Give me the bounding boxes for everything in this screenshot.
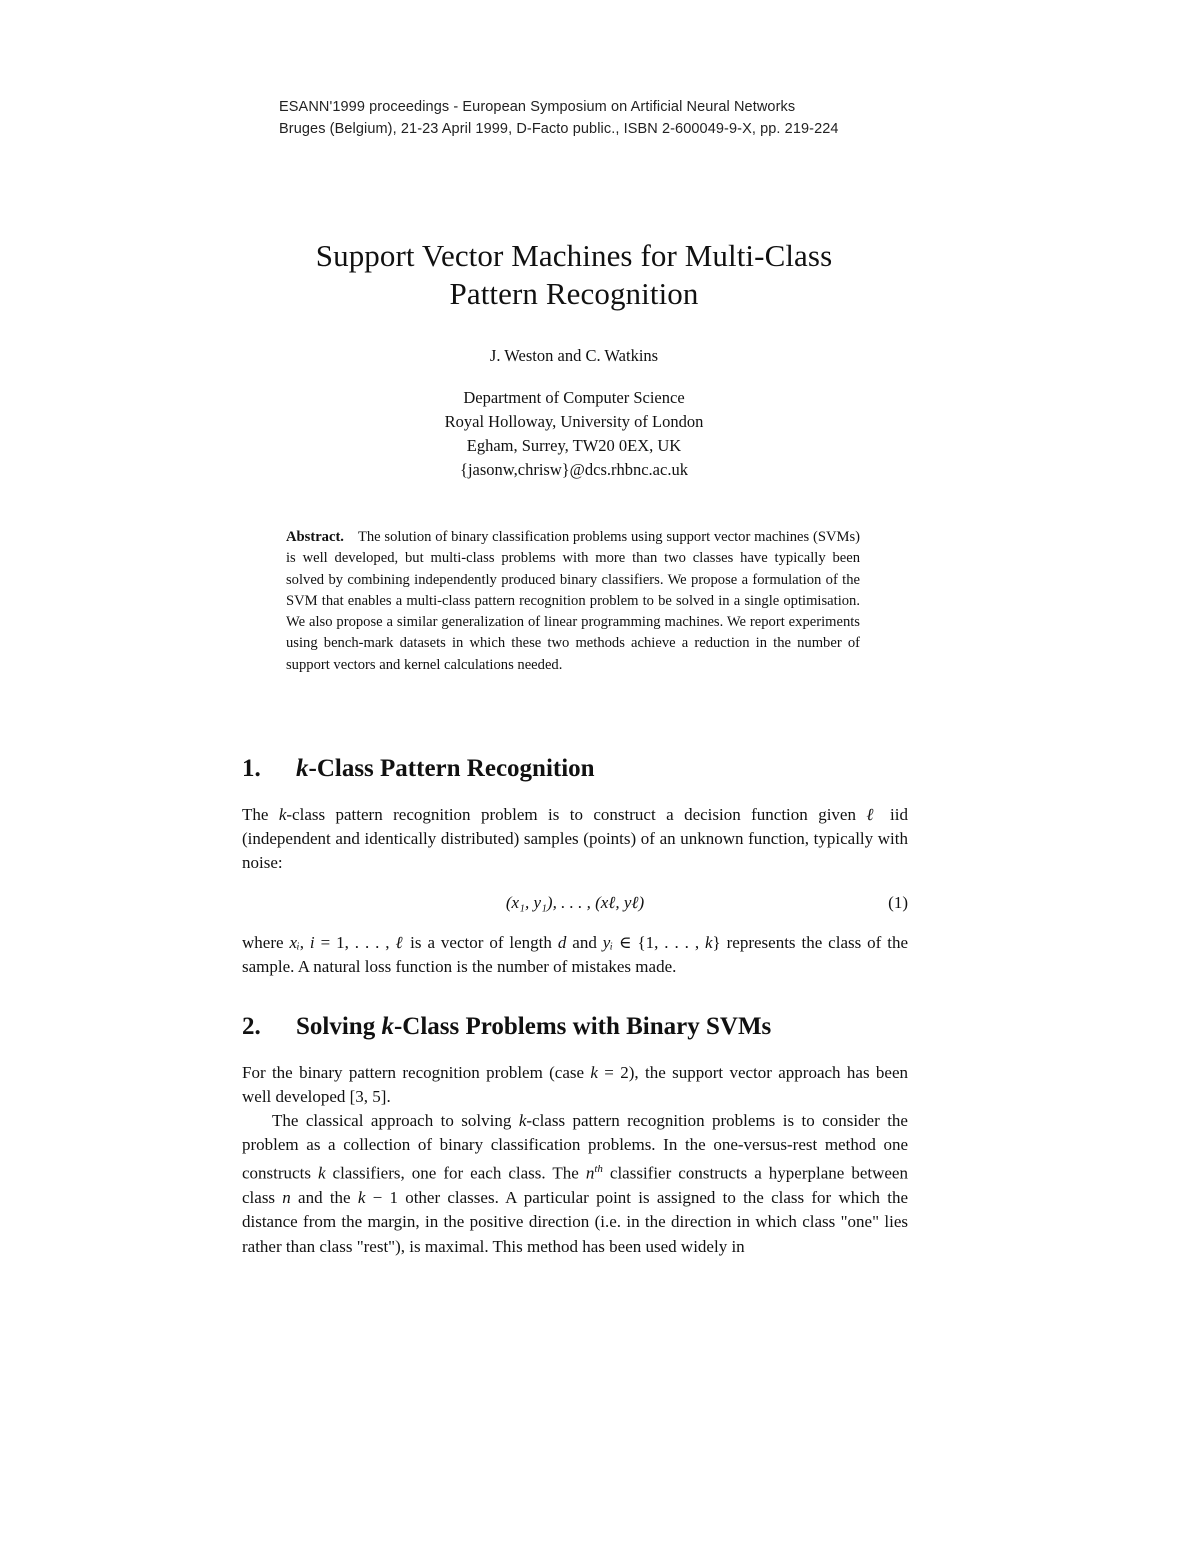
text-run: and the [290, 1188, 358, 1208]
math-variable: d [557, 933, 567, 952]
text-run: − 1 other classes. A particular point is assigned to the class for which the distance from the margin, in the positive direction (i.e. in the direction in which class "one" lies rather than class "rest"), is maximal. This method has been used widely in [242, 1188, 908, 1256]
text-run: and [566, 933, 603, 952]
section-1-paragraph-1 [242, 803, 908, 876]
math-variable: k [278, 805, 287, 824]
text-run: , [299, 933, 310, 952]
math-variable: i [309, 933, 315, 952]
text-run: -class pattern recognition problems is to consider the problem as a collection of binary classification problems. In the one-versus-rest method one constructs [242, 1111, 908, 1184]
abstract-text: The solution of binary classification problems using support vector machines (SVMs) is well developed, but multi-class problems with more than two classes have typically been solved by combining independently produced binary classifiers. We propose a formulation of the SVM that enables a multi-class pattern recognition problem to be solved in a single optimisation. We also propose a similar generalization of linear programming machines. We report experiments using bench-mark datasets in which these two methods achieve a reduction in the number of support vectors and kernel calculations needed. [286, 529, 860, 673]
math-variable: xᵢ [289, 933, 300, 952]
text-run: } represents the class of the sample. A natural loss function is the number of mistakes made. [242, 933, 909, 977]
section-2-paragraph-1 [242, 1061, 908, 1109]
superscript: th [594, 1163, 603, 1176]
paper-title-line-2: Pattern Recognition [449, 276, 699, 311]
abstract [286, 527, 860, 676]
text-run: = 1, . . . , [314, 933, 396, 952]
equation-1 [242, 891, 908, 915]
running-head-line-2: Bruges (Belgium), 21-23 April 1999, D-Facto public., ISBN 2-600049-9-X, pp. 219-224 [279, 121, 839, 137]
text-run: = 2), the support vector approach has been well developed [3, 5]. [242, 1063, 908, 1107]
equation-1-number: (1) [888, 893, 908, 912]
section-2-title-text: -Class Problems with Binary SVMs [393, 1013, 772, 1040]
text-run: is a vector of length [404, 933, 558, 952]
text-run: classifier constructs a hyperplane between class [242, 1164, 908, 1208]
text-run: where [242, 933, 290, 952]
affiliation-email: {jasonw,chrisw}@dcs.rhbnc.ac.uk [460, 460, 688, 479]
section-1-heading [242, 754, 910, 784]
text-run: classifiers, one for each class. The [325, 1164, 586, 1184]
equation-1-body: (x₁, y₁), . . . , (xℓ, yℓ) [505, 893, 645, 912]
section-2-title-prefix: Solving [296, 1013, 382, 1040]
section-2-heading [242, 1012, 910, 1042]
section-2-paragraph-2 [242, 1109, 908, 1259]
math-variable: ℓ [395, 933, 405, 952]
text-run: The [242, 805, 279, 824]
section-1-title-text: -Class Pattern Recognition [308, 755, 595, 782]
running-head [279, 96, 959, 140]
section-2-number: 2. [242, 1013, 261, 1040]
affiliation [240, 386, 908, 482]
running-head-line-1: ESANN'1999 proceedings - European Symposium on Artificial Neural Networks [279, 99, 796, 115]
math-variable: yᵢ [602, 933, 613, 952]
text-run: ∈ {1, . . . , [613, 933, 705, 952]
affiliation-institution: Royal Holloway, University of London [444, 412, 704, 431]
math-variable: n [282, 1188, 291, 1208]
affiliation-address: Egham, Surrey, TW20 0EX, UK [466, 436, 682, 455]
paper-title [240, 237, 908, 313]
text-run: iid (independent and identically distributed) samples (points) of an unknown function, typically with noise: [242, 805, 908, 873]
math-variable: k [317, 1164, 326, 1184]
section-1-title-variable: k [296, 755, 309, 782]
paper-title-line-1: Support Vector Machines for Multi-Class [315, 238, 833, 273]
affiliation-department: Department of Computer Science [463, 388, 685, 407]
math-variable: k [590, 1063, 598, 1082]
section-1-number: 1. [242, 755, 261, 782]
section-2-title-variable: k [381, 1013, 394, 1040]
section-1-paragraph-2 [242, 931, 908, 979]
math-variable: k [518, 1111, 527, 1130]
math-variable: n [585, 1164, 595, 1184]
math-variable: k [705, 933, 713, 952]
math-variable: ℓ [866, 805, 880, 824]
text-run: For the binary pattern recognition problem (case [242, 1063, 591, 1082]
text-run: The classical approach to solving [272, 1111, 519, 1130]
text-run: -class pattern recognition problem is to construct a decision function given [286, 805, 867, 824]
math-variable: k [357, 1188, 366, 1208]
authors: J. Weston and C. Watkins [489, 346, 659, 365]
abstract-label: Abstract. [286, 529, 344, 545]
